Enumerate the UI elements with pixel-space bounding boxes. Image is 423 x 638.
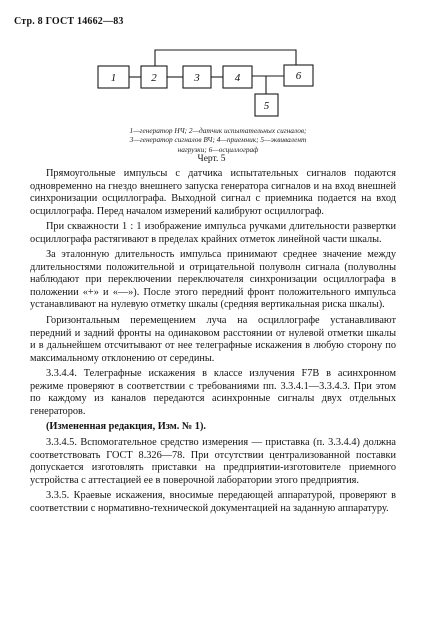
block-diagram (0, 0, 423, 125)
paragraph: Горизонтальным перемещением луча на осциллографе устанавливают передний и задний фронты на одинаковом расстоянии от нулевой отметки шкалы и в дальнейшем отсчитывают от нее телеграфные искажения в любую сторону по максимальному отклонению от середины. (30, 315, 396, 364)
paragraph: За эталонную длительность импульса принимают среднее значение между длительностями положительной и отрицательной полуволн сигнала (полуволны наблюдают при переключении переключателя синхронизации осциллографа в положении «+» и «—»). После этого передний фронт положительного импульса устанавливают на нулевую отметку шкалы (средняя вертикальная риска шкалы). (30, 249, 396, 311)
block-4-label: 4 (234, 72, 241, 84)
body-text (30, 168, 396, 519)
block-2 (141, 66, 167, 88)
block-5 (255, 94, 278, 116)
legend-line: нагрузки; 6—осциллограф (177, 144, 259, 154)
page-header: Стр. 8 ГОСТ 14662—83 (14, 16, 124, 27)
legend-line: 3—генератор сигналов ВЧ; 4—приемник; 5—эквивалент (129, 135, 307, 145)
amendment-note: (Измененная редакция, Изм. № 1). (46, 421, 206, 433)
block-5-label: 5 (263, 100, 270, 112)
legend-line: 1—генератор НЧ; 2—датчик испытательных сигналов; (129, 126, 307, 135)
paragraph: 3.3.4.5. Вспомогательное средство измерения — приставка (п. 3.3.4.4) должна соответствовать ГОСТ 8.326—78. При отсутствии централизованной поставки допускается изготовлять приставки на предприятии-изготовителе приемного устройства с аттестацией ее в поверочной лаборатории этого предприятия. (30, 437, 396, 486)
paragraph: При скважности 1 : 1 изображение импульса ручками длительности развертки осциллографа растягивают в пределах крайних отметок линейной части шкалы. (30, 221, 396, 245)
diagram-legend (104, 126, 332, 154)
paragraph: 3.3.4.4. Телеграфные искажения в классе излучения F7B в асинхронном режиме проверяют в соответствии с требованиями пп. 3.3.4.1—3.3.4.3. При этом по каждому из каналов передаются асинхронные сигналы двух отдельных генераторов. (30, 368, 396, 417)
figure-caption: Черт. 5 (197, 154, 226, 164)
block-3-label: 3 (194, 72, 200, 84)
block-1 (98, 66, 129, 88)
paragraph: 3.3.5. Краевые искажения, вносимые передающей аппаратурой, проверяют в соответствии с нормативно-технической документацией на заданную аппаратуру. (30, 490, 396, 514)
connector-2-6-top (155, 50, 296, 66)
block-6 (284, 65, 313, 86)
block-6-label: 6 (295, 70, 302, 82)
block-2-label: 2 (151, 72, 157, 84)
block-1-label: 1 (110, 72, 117, 84)
paragraph: Прямоугольные импульсы с датчика испытательных сигналов подаются одновременно на гнездо внешнего запуска генератора сигналов и на вход внешней синхронизации осциллографа. Выходной сигнал с приемника подается на вход осциллографа. Перед началом измерений калибруют осциллограф. (30, 168, 396, 217)
block-3 (183, 66, 211, 88)
block-4 (223, 66, 252, 88)
